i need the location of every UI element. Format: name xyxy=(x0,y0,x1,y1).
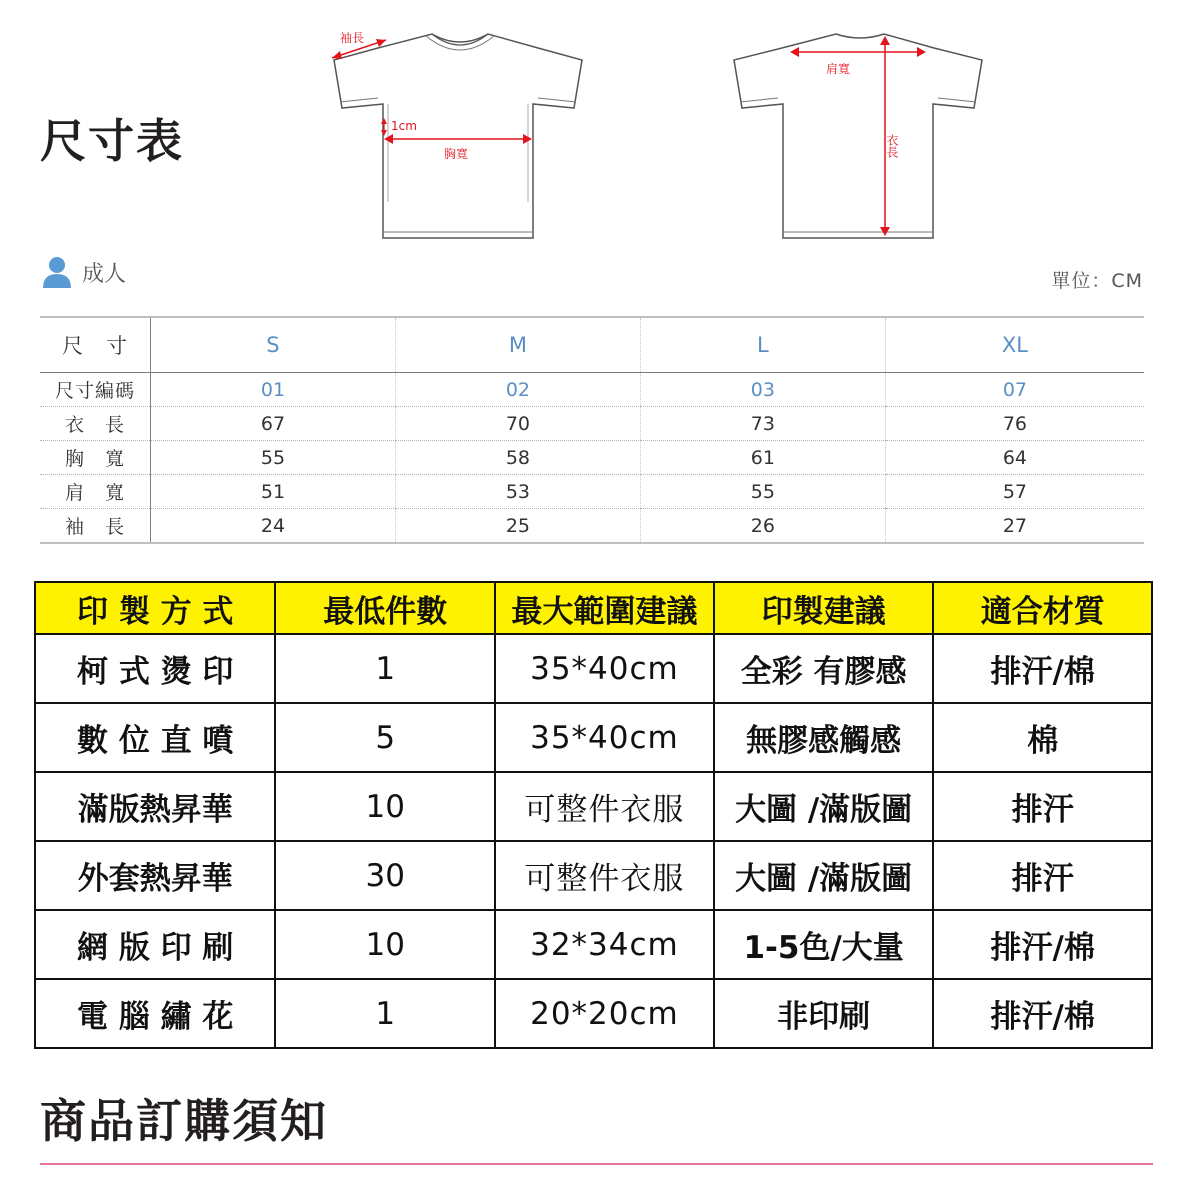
header-material: 適合材質 xyxy=(933,582,1152,634)
table-cell: 55 xyxy=(151,441,396,475)
size-row-length xyxy=(40,407,1144,441)
table-cell: 24 xyxy=(151,509,396,544)
row-label: 尺寸編碼 xyxy=(40,373,151,407)
unit-label: 單位：CM xyxy=(1051,270,1143,292)
header-method: 印 製 方 式 xyxy=(35,582,275,634)
table-cell: 25 xyxy=(395,509,640,544)
table-cell: 03 xyxy=(640,373,885,407)
shoulder-label: 肩寬 xyxy=(826,62,851,76)
qty-cell: 1 xyxy=(275,634,495,703)
method-cell: 滿版熱昇華 xyxy=(35,772,275,841)
area-cell: 可整件衣服 xyxy=(495,841,714,910)
suggestion-cell: 非印刷 xyxy=(714,979,934,1048)
row-label: 衣 長 xyxy=(40,407,151,441)
row-label: 袖 長 xyxy=(40,509,151,544)
table-cell: 27 xyxy=(885,509,1144,544)
table-cell: 76 xyxy=(885,407,1144,441)
size-col-l: L xyxy=(640,317,885,373)
area-cell: 32*34cm xyxy=(495,910,714,979)
size-col-s: S xyxy=(151,317,396,373)
notice-title: 商品訂購須知 xyxy=(40,1094,328,1148)
size-table xyxy=(40,316,1144,544)
method-cell: 電 腦 繡 花 xyxy=(35,979,275,1048)
material-cell: 棉 xyxy=(933,703,1152,772)
qty-cell: 10 xyxy=(275,772,495,841)
shirt-back-diagram xyxy=(720,22,1000,242)
size-col-m: M xyxy=(395,317,640,373)
header-max-area: 最大範圍建議 xyxy=(495,582,714,634)
table-cell: 26 xyxy=(640,509,885,544)
area-cell: 20*20cm xyxy=(495,979,714,1048)
area-cell: 35*40cm xyxy=(495,703,714,772)
method-cell: 網 版 印 刷 xyxy=(35,910,275,979)
material-cell: 排汗/棉 xyxy=(933,910,1152,979)
size-table-header xyxy=(40,317,1144,373)
material-cell: 排汗 xyxy=(933,841,1152,910)
table-row xyxy=(35,772,1152,841)
length-label: 衣長 xyxy=(885,134,899,158)
method-cell: 數 位 直 噴 xyxy=(35,703,275,772)
qty-cell: 5 xyxy=(275,703,495,772)
print-table-header xyxy=(35,582,1152,634)
chest-label: 胸寬 xyxy=(444,147,469,161)
size-row-sleeve xyxy=(40,509,1144,544)
header-suggestion: 印製建議 xyxy=(714,582,934,634)
table-cell: 64 xyxy=(885,441,1144,475)
table-cell: 67 xyxy=(151,407,396,441)
audience-section xyxy=(42,256,126,288)
material-cell: 排汗 xyxy=(933,772,1152,841)
sleeve-label: 袖長 xyxy=(340,31,365,45)
size-header-label: 尺 寸 xyxy=(40,317,151,373)
size-col-xl: XL xyxy=(885,317,1144,373)
header-min-qty: 最低件數 xyxy=(275,582,495,634)
table-cell: 55 xyxy=(640,475,885,509)
table-row xyxy=(35,703,1152,772)
size-row-shoulder xyxy=(40,475,1144,509)
qty-cell: 30 xyxy=(275,841,495,910)
table-cell: 53 xyxy=(395,475,640,509)
table-row xyxy=(35,910,1152,979)
row-label: 胸 寬 xyxy=(40,441,151,475)
material-cell: 排汗/棉 xyxy=(933,979,1152,1048)
qty-cell: 10 xyxy=(275,910,495,979)
table-row xyxy=(35,979,1152,1048)
table-row xyxy=(35,634,1152,703)
table-cell: 51 xyxy=(151,475,396,509)
suggestion-cell: 1-5色/大量 xyxy=(714,910,934,979)
table-cell: 02 xyxy=(395,373,640,407)
page-title: 尺寸表 xyxy=(40,114,184,168)
table-cell: 58 xyxy=(395,441,640,475)
suggestion-cell: 無膠感觸感 xyxy=(714,703,934,772)
notice-divider xyxy=(40,1163,1153,1165)
qty-cell: 1 xyxy=(275,979,495,1048)
offset-label: 1cm xyxy=(391,119,417,133)
suggestion-cell: 全彩 有膠感 xyxy=(714,634,934,703)
shirt-front-diagram xyxy=(320,22,600,242)
print-method-table xyxy=(34,581,1153,1049)
audience-label: 成人 xyxy=(82,261,127,287)
table-cell: 61 xyxy=(640,441,885,475)
table-cell: 01 xyxy=(151,373,396,407)
size-row-chest xyxy=(40,441,1144,475)
method-cell: 柯 式 燙 印 xyxy=(35,634,275,703)
material-cell: 排汗/棉 xyxy=(933,634,1152,703)
table-cell: 57 xyxy=(885,475,1144,509)
area-cell: 35*40cm xyxy=(495,634,714,703)
table-row xyxy=(35,841,1152,910)
person-icon xyxy=(42,256,72,288)
suggestion-cell: 大圖 /滿版圖 xyxy=(714,841,934,910)
table-cell: 07 xyxy=(885,373,1144,407)
suggestion-cell: 大圖 /滿版圖 xyxy=(714,772,934,841)
table-cell: 73 xyxy=(640,407,885,441)
size-row-code xyxy=(40,373,1144,407)
table-cell: 70 xyxy=(395,407,640,441)
area-cell: 可整件衣服 xyxy=(495,772,714,841)
method-cell: 外套熱昇華 xyxy=(35,841,275,910)
row-label: 肩 寬 xyxy=(40,475,151,509)
